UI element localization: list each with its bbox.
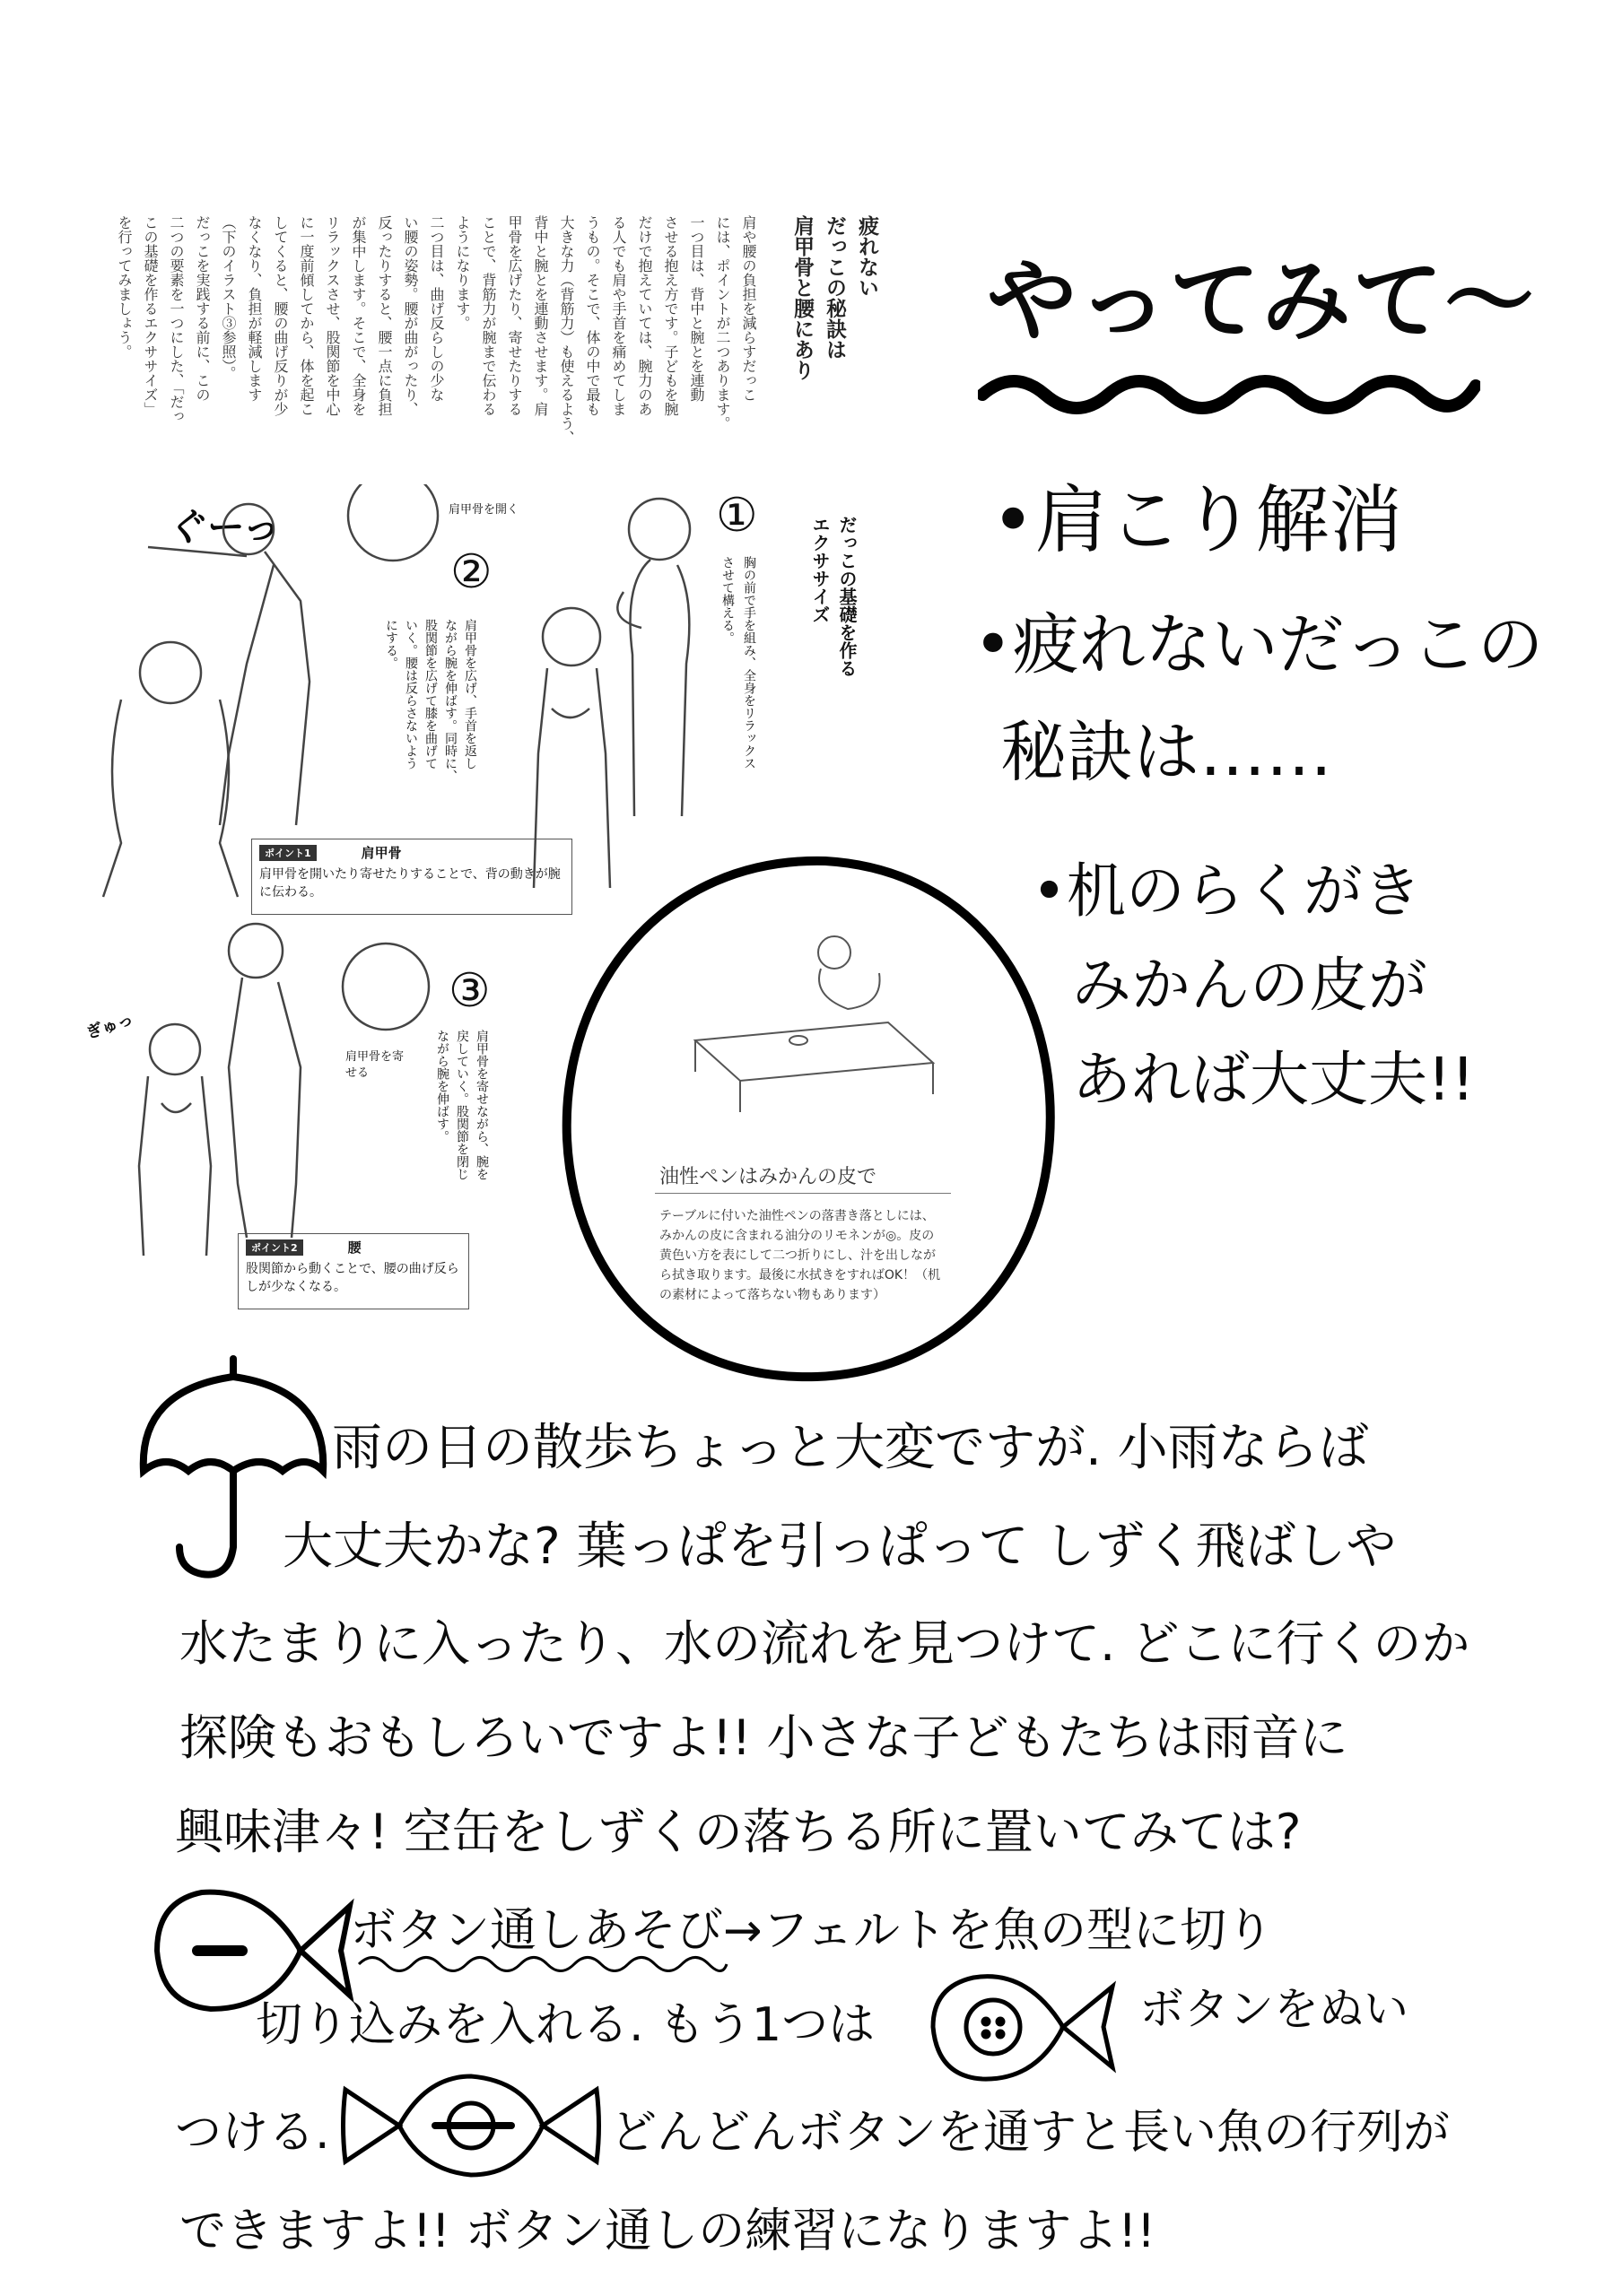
button-line-4: できますよ!! ボタン通しの練習になりますよ!!	[179, 2205, 1155, 2258]
exercise-title-line-2: エクササイズ	[809, 516, 831, 623]
note-bullet-3-line-2: みかんの皮が	[1072, 951, 1427, 1020]
body-col: させる抱え方です。子どもを腕	[662, 215, 679, 416]
body-col: が集中します。そこで、全身を	[350, 215, 367, 416]
step-1-text-line: させて構える。	[720, 556, 735, 644]
rain-line-5: 興味津々! 空缶をしずくの落ちる所に置いてみては?	[175, 1804, 1302, 1860]
tip-divider	[655, 1193, 951, 1194]
body-col: 反ったりすると、腰一点に負担	[376, 215, 393, 416]
tip-illustration	[641, 897, 964, 1130]
button-line-2b: ボタンをぬい	[1139, 1983, 1408, 2035]
body-col: だっこを実践する前に、この	[194, 215, 211, 402]
body-col: （下のイラスト③参照）。	[220, 215, 237, 380]
tip-title: 油性ペンはみかんの皮で	[659, 1166, 877, 1188]
step-2-callout: 肩甲骨を開く	[449, 503, 519, 517]
body-col: なくなり、負担が軽減します	[246, 215, 263, 402]
wavy-underline	[354, 1951, 731, 1978]
tip-body: テーブルに付いた油性ペンの落書き落としには、みかんの皮に含まれる油分のリモネンが◎。皮の黄色い方を表にして二つ折りにし、汁を出しながら拭き取ります。最後に水拭きをすればOK！（机の素材によって落ちない物もあります）	[659, 1209, 941, 1302]
sfx-side: ぎゅっ	[83, 1010, 136, 1043]
step-2-text-line: 股関節を広げて膝を曲げて	[423, 619, 438, 770]
body-col: してくると、腰の曲げ反りが少	[272, 215, 289, 416]
button-line-3a: つける.	[175, 2106, 330, 2160]
article-title	[788, 215, 881, 380]
button-line-3b: どんどんボタンを通すと長い魚の行列が	[610, 2106, 1451, 2160]
step-2-text-line: 肩甲骨を広げ、手首を返し	[463, 619, 477, 770]
step-3-number: ③	[449, 964, 491, 1018]
body-col: ことで、背筋力が腕まで伝わる	[480, 215, 497, 416]
step-3-text-line: 戻していく。股関節を閉じ	[455, 1030, 469, 1180]
step-3-callout: 肩甲骨を寄せる	[345, 1050, 405, 1080]
step-2-text-line: ながら腕を伸ばす。同時に、	[443, 619, 458, 782]
rain-line-2: 大丈夫かな? 葉っぱを引っぱって しずく飛ばしや	[283, 1518, 1397, 1576]
point-2-tag: ポイント2	[246, 1239, 303, 1256]
point-1-title: 肩甲骨	[361, 845, 402, 861]
body-col: この基礎を作るエクササイズ」	[142, 215, 159, 416]
step-2-number: ②	[450, 545, 493, 599]
body-col: い腰の姿勢。腰が曲がったり、	[402, 215, 419, 416]
body-col: うもの。そこで、体の中で最も	[584, 215, 601, 416]
body-col: ようになります。	[454, 215, 471, 330]
note-bullet-3-line-1: •机のらくがき	[1032, 857, 1422, 926]
sfx-top: ぐーっ	[166, 505, 278, 549]
step-3-text-line: ながら腕を伸ばす。	[435, 1030, 449, 1143]
note-bullet-1: •肩こり解消	[991, 478, 1403, 563]
body-col: に一度前傾してから、体を起こ	[298, 215, 315, 416]
exercise-title-line-1: だっこの基礎を作る	[836, 516, 858, 677]
rain-line-4: 探険もおもしろいですよ!! 小さな子どもたちは雨音に	[179, 1709, 1348, 1766]
step-2-text-line: にする。	[384, 619, 398, 669]
button-line-2: 切り込みを入れる. もう1つは	[256, 1998, 876, 2052]
rain-line-3: 水たまりに入ったり、水の流れを見つけて. どこに行くのか	[179, 1615, 1470, 1672]
wavy-underline	[978, 359, 1480, 422]
body-col: 二つの要素を一つにした、「だっ	[168, 215, 185, 423]
button-line-1: ボタン通しあそび→フェルトを魚の型に切り	[350, 1904, 1273, 1958]
rain-line-1: 雨の日の散歩ちょっと大変ですが. 小雨ならば	[332, 1419, 1369, 1477]
article-title-line-2: だっこの秘訣は	[823, 215, 847, 360]
step-1-number: ①	[716, 489, 758, 543]
body-col: リラックスさせ、股関節を中心	[324, 215, 341, 416]
note-bullet-3-line-3: あれば大丈夫!!	[1072, 1045, 1475, 1114]
body-col: を行ってみましょう。	[116, 215, 133, 359]
step-1-text-line: 胸の前で手を組み、全身をリラックス	[742, 556, 756, 770]
body-col: には、ポイントが二つあります。	[714, 215, 731, 430]
body-col: 二つ目は、曲げ反らしの少な	[428, 215, 445, 402]
note-bullet-2-line-2: 秘訣は……	[1000, 714, 1332, 791]
body-col: る人でも肩や手首を痛めてしま	[610, 215, 627, 416]
fish-row-icon	[336, 2063, 606, 2188]
body-col: 肩や腰の負担を減らすだっこ	[740, 215, 757, 402]
point-1-tag: ポイント1	[259, 845, 317, 861]
body-col: 甲骨を広げたり、寄せたりする	[506, 215, 523, 416]
fish-button-icon	[929, 1964, 1117, 2090]
article-title-line-1: 疲れない	[855, 215, 879, 298]
point-2-text: 股関節から動くことで、腰の曲げ反らしが少なくなる。	[246, 1262, 459, 1294]
point-2-title: 腰	[347, 1239, 362, 1256]
note-bullet-2-line-1: •疲れないだっこの	[973, 606, 1544, 683]
step-2-text-line: いく。腰は反らさないよう	[404, 619, 418, 770]
step-3-text-line: 肩甲骨を寄せながら、腕を	[475, 1030, 489, 1180]
body-col: だけで抱えていては、腕力のあ	[636, 215, 653, 416]
notes-heading: やってみて～	[987, 248, 1536, 353]
article-title-line-3: 肩甲骨と腰にあり	[790, 215, 815, 380]
body-col: 背中と腕とを連動させます。肩	[532, 215, 549, 416]
body-col: 大きな力（背筋力）も使えるよう、	[558, 215, 575, 445]
point-1-text: 肩甲骨を開いたり寄せたりすることで、背の動きが腕に伝わる。	[259, 867, 561, 900]
tip-card	[641, 897, 964, 1345]
body-col: 一つ目は、背中と腕とを連動	[688, 215, 705, 402]
article-body	[112, 215, 761, 475]
